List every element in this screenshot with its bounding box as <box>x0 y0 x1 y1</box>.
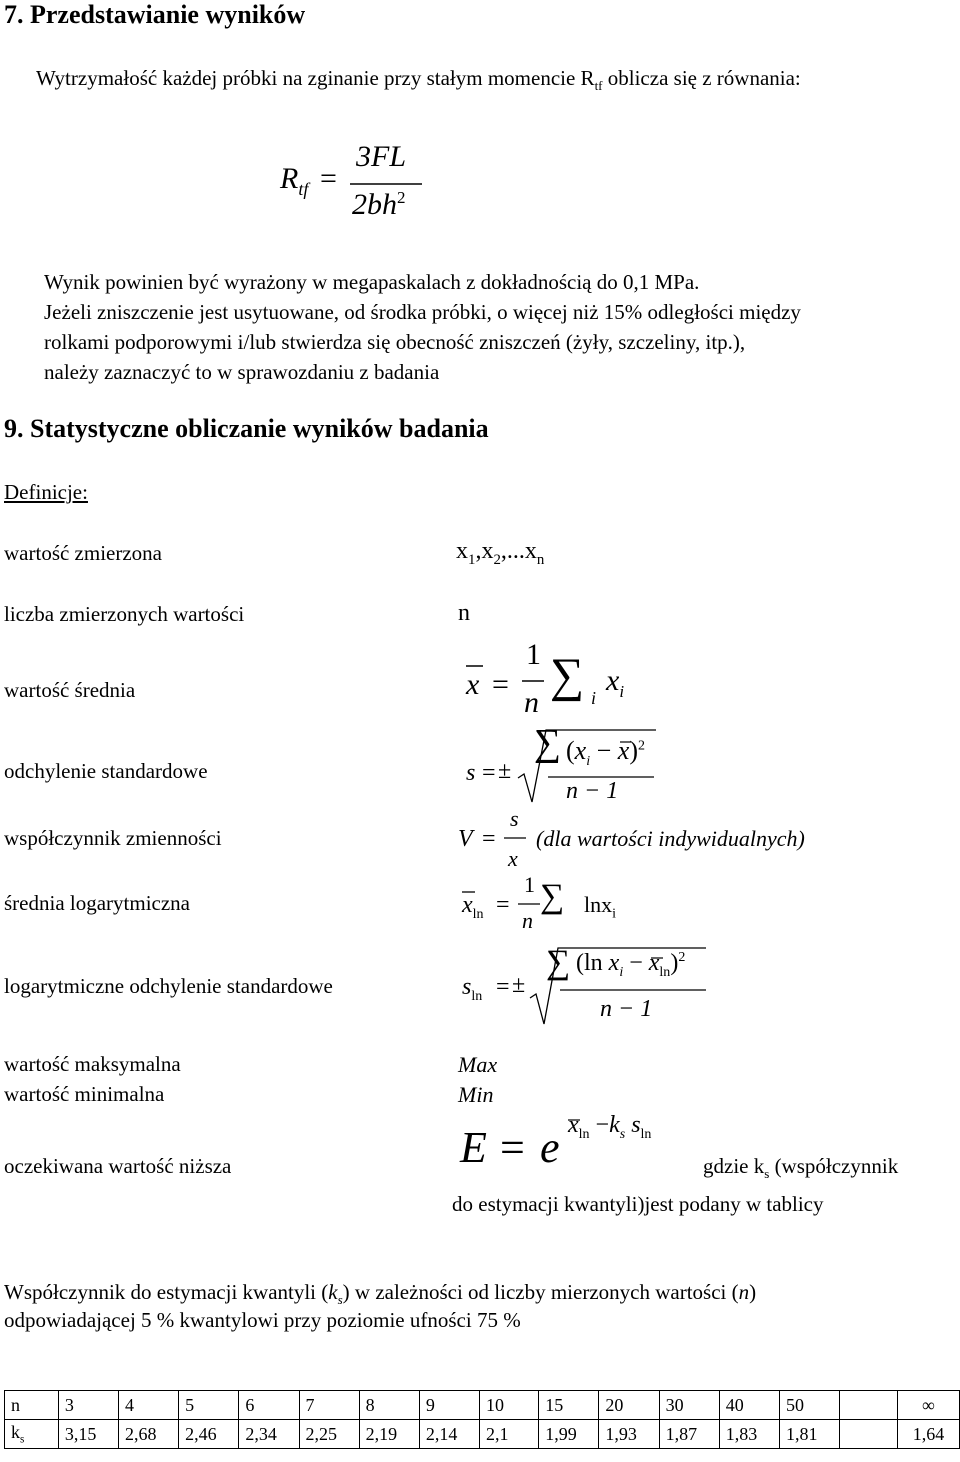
ks-note-post: (współczynnik <box>769 1154 899 1178</box>
section-9-title: 9. Statystyczne obliczanie wyników badania <box>4 414 489 443</box>
definitions-heading: Definicje: <box>4 480 88 504</box>
logstd-den: n − 1 <box>600 996 653 1022</box>
logstd-s-s: s <box>462 974 472 1000</box>
table-cell: 2,34 <box>239 1420 299 1449</box>
formula-rtf-numerator: 3FL <box>356 140 407 173</box>
label-min: wartość minimalna <box>4 1082 165 1106</box>
table-cell <box>840 1420 898 1449</box>
logstd-rp: ) <box>670 950 679 976</box>
formula-max: Max <box>458 1052 498 1077</box>
lower-eq: = <box>500 1123 525 1172</box>
logmean-term <box>584 892 616 922</box>
std-minus: − <box>596 736 612 765</box>
intro-paragraph <box>36 62 801 102</box>
table-cell: 10 <box>480 1391 539 1420</box>
logstd-ln: ln <box>584 950 603 976</box>
caption-k: k <box>328 1280 338 1304</box>
ks-label-sub: s <box>20 1433 25 1446</box>
cv-num: s <box>510 806 519 831</box>
table-cell: 2,25 <box>299 1420 359 1449</box>
label-mean: wartość średnia <box>4 678 136 702</box>
logstd-fraction-bar <box>560 988 710 992</box>
table-cell: 2,68 <box>118 1420 178 1449</box>
table-cell-n-label: n <box>5 1391 59 1420</box>
table-cell: 3 <box>58 1391 118 1420</box>
mean-x-overbar <box>466 664 486 668</box>
table-cell: 3,15 <box>58 1420 118 1449</box>
intro-text: Wytrzymałość każdej próbki na zginanie przy stałym momencie R <box>36 66 595 90</box>
mean-xi-x: x <box>606 664 620 697</box>
rtf-R: R <box>280 162 299 195</box>
mean-num: 1 <box>526 638 541 671</box>
lower-ksub: s <box>619 1126 626 1142</box>
lower-k: k <box>609 1112 620 1138</box>
std-xbar: x <box>617 736 630 765</box>
cv-V: V <box>458 826 473 852</box>
fm-dots: ,... <box>500 538 525 564</box>
formula-rtf-fraction-bar <box>350 182 430 186</box>
label-lower: oczekiwana wartość niższa <box>4 1154 232 1178</box>
table-cell: 9 <box>419 1391 479 1420</box>
ks-table <box>4 1390 960 1449</box>
caption-p3: ) <box>749 1280 757 1304</box>
logstd-pm: ± <box>512 972 526 998</box>
table-cell <box>840 1391 898 1420</box>
result-line-4: należy zaznaczyć to w sprawozdaniu z badania <box>44 360 440 384</box>
logmean-sigma: ∑ <box>540 878 565 915</box>
formula-min: Min <box>458 1082 494 1107</box>
mean-sigma-index: i <box>591 688 597 708</box>
std-den: n − 1 <box>566 778 619 804</box>
table-cell: 20 <box>599 1391 659 1420</box>
mean-xi <box>606 664 624 702</box>
std-lp: ( <box>566 736 575 765</box>
result-line-2: Jeżeli zniszczenie jest usytuowane, od środka próbki, o więcej niż 15% odległości między <box>44 300 801 324</box>
lower-E: E <box>460 1123 487 1172</box>
table-cell-infinity: ∞ <box>897 1391 959 1420</box>
label-max: wartość maksymalna <box>4 1052 181 1076</box>
table-cell: 1,99 <box>539 1420 599 1449</box>
mean-sigma: ∑ <box>550 649 585 702</box>
section-7-title: 7. Przedstawianie wyników <box>4 0 306 29</box>
fm-xn: x <box>524 538 537 564</box>
ks-label-k: k <box>11 1422 20 1443</box>
mean-xi-sub: i <box>619 682 625 701</box>
intro-sub: tf <box>594 78 603 94</box>
table-cell: 15 <box>539 1391 599 1420</box>
cv-note: (dla wartości indywidualnych) <box>536 826 805 851</box>
rtf-den: 2bh <box>352 188 397 221</box>
std-i: i <box>586 754 591 770</box>
table-cell: 7 <box>299 1391 359 1420</box>
table-cell: 5 <box>179 1391 239 1420</box>
logmean-num: 1 <box>524 872 535 897</box>
fm-comma: , <box>475 538 482 564</box>
logmean-term-sub: i <box>612 906 617 922</box>
std-eq: = <box>482 760 496 786</box>
fm-x2: x <box>481 538 494 564</box>
table-cell: 1,83 <box>719 1420 779 1449</box>
formula-rtf-denominator <box>352 188 406 222</box>
cv-eq: = <box>482 826 496 852</box>
logmean-overbar <box>462 890 478 894</box>
ks-note-pre: gdzie k <box>703 1154 765 1178</box>
fm-s2: 2 <box>493 551 501 568</box>
logstd-xbar: x <box>648 950 660 976</box>
fm-sn: n <box>536 551 545 568</box>
table-cell: 8 <box>359 1391 419 1420</box>
table-cell-ks-label <box>5 1420 59 1449</box>
table-cell: 1,93 <box>599 1420 659 1449</box>
lower-x: x <box>568 1112 579 1138</box>
logmean-x-x: x <box>462 892 473 918</box>
label-logstd: logarytmiczne odchylenie standardowe <box>4 974 333 998</box>
std-pm: ± <box>498 758 512 784</box>
logstd-term <box>576 950 685 981</box>
logstd-xbar-sub: ln <box>659 964 671 980</box>
table-cell: 2,46 <box>179 1420 239 1449</box>
logmean-eq: = <box>496 892 510 918</box>
logmean-x-sub: ln <box>472 906 484 922</box>
logstd-lp: ( <box>576 950 584 976</box>
logmean-den: n <box>522 908 533 933</box>
label-measured: wartość zmierzona <box>4 541 163 565</box>
cv-fraction-bar <box>504 836 530 840</box>
mean-x: x <box>466 668 480 701</box>
std-xi: x <box>574 736 587 765</box>
logstd-s <box>462 974 482 1005</box>
mean-fraction-bar <box>522 679 548 683</box>
logmean-term-text: lnx <box>584 892 613 917</box>
table-cell-ks-infinity: 1,64 <box>897 1420 959 1449</box>
caption-p2: ) w zależności od liczby mierzonych wartości ( <box>342 1280 739 1304</box>
logstd-xbar-overbar <box>651 956 665 960</box>
intro-text-end: oblicza się z równania: <box>602 66 801 90</box>
label-std: odchylenie standardowe <box>4 759 208 783</box>
result-line-1: Wynik powinien być wyrażony w megapaskalach z dokładnością do 0,1 MPa. <box>44 270 700 294</box>
table-caption-line1 <box>4 1280 756 1308</box>
table-cell: 4 <box>118 1391 178 1420</box>
table-cell: 30 <box>659 1391 719 1420</box>
fm-x1: x <box>456 538 468 564</box>
table-cell: 2,1 <box>480 1420 539 1449</box>
rtf-sub: tf <box>298 179 309 199</box>
mean-eq: = <box>492 668 509 701</box>
formula-count: n <box>458 600 470 626</box>
label-cv: współczynnik zmienności <box>4 826 222 850</box>
formula-measured <box>456 538 544 569</box>
formula-rtf-lhs <box>280 162 308 200</box>
caption-ks: s <box>337 1292 343 1308</box>
table-row-ks <box>5 1420 960 1449</box>
caption-n: n <box>738 1280 750 1304</box>
table-cell: 2,19 <box>359 1420 419 1449</box>
std-s: s <box>466 760 476 786</box>
std-rp: ) <box>629 736 638 765</box>
ks-note <box>703 1154 898 1182</box>
table-cell: 6 <box>239 1391 299 1420</box>
result-line-3: rolkami podporowymi i/lub stwierdza się obecność zniszczeń (żyły, szczeliny, itp.), <box>44 330 746 354</box>
formula-rtf-eq: = <box>320 162 337 195</box>
lower-xsub: ln <box>578 1126 590 1142</box>
table-cell: 50 <box>779 1391 839 1420</box>
std-sigma: ∑ <box>534 722 562 764</box>
lower-e: e <box>540 1123 560 1172</box>
logstd-sigma: ∑ <box>546 944 571 981</box>
logstd-minus: − <box>629 950 643 976</box>
std-exp: 2 <box>638 738 645 754</box>
lower-s: s <box>631 1112 641 1138</box>
caption-p1: Współczynnik do estymacji kwantyli ( <box>4 1280 329 1304</box>
ks-note-line2: do estymacji kwantyli)jest podany w tablicy <box>452 1192 824 1216</box>
label-logmean: średnia logarytmiczna <box>4 891 191 915</box>
logstd-i: i <box>619 964 624 980</box>
lower-x-overbar <box>568 1118 582 1122</box>
logstd-xi: x <box>608 950 620 976</box>
ks-note-sub: s <box>764 1166 770 1182</box>
table-row-n <box>5 1391 960 1420</box>
table-cell: 1,87 <box>659 1420 719 1449</box>
lower-minus: − <box>595 1112 610 1138</box>
lower-ssub: ln <box>640 1126 652 1142</box>
table-caption-line2: odpowiadającej 5 % kwantylowi przy poziomie ufności 75 % <box>4 1308 521 1332</box>
mean-den: n <box>524 686 539 719</box>
fm-s1: 1 <box>468 551 476 568</box>
logstd-exp: 2 <box>678 950 686 965</box>
logstd-eq: = <box>496 974 510 1000</box>
logmean-x <box>462 892 484 923</box>
table-cell: 1,81 <box>779 1420 839 1449</box>
rtf-den-exp: 2 <box>397 188 406 207</box>
std-xbar-overbar <box>620 740 634 744</box>
logstd-s-sub: ln <box>471 988 483 1004</box>
lower-exponent <box>568 1112 651 1143</box>
table-cell: 40 <box>719 1391 779 1420</box>
cv-den: x <box>508 846 518 871</box>
table-cell: 2,14 <box>419 1420 479 1449</box>
label-count: liczba zmierzonych wartości <box>4 602 245 626</box>
